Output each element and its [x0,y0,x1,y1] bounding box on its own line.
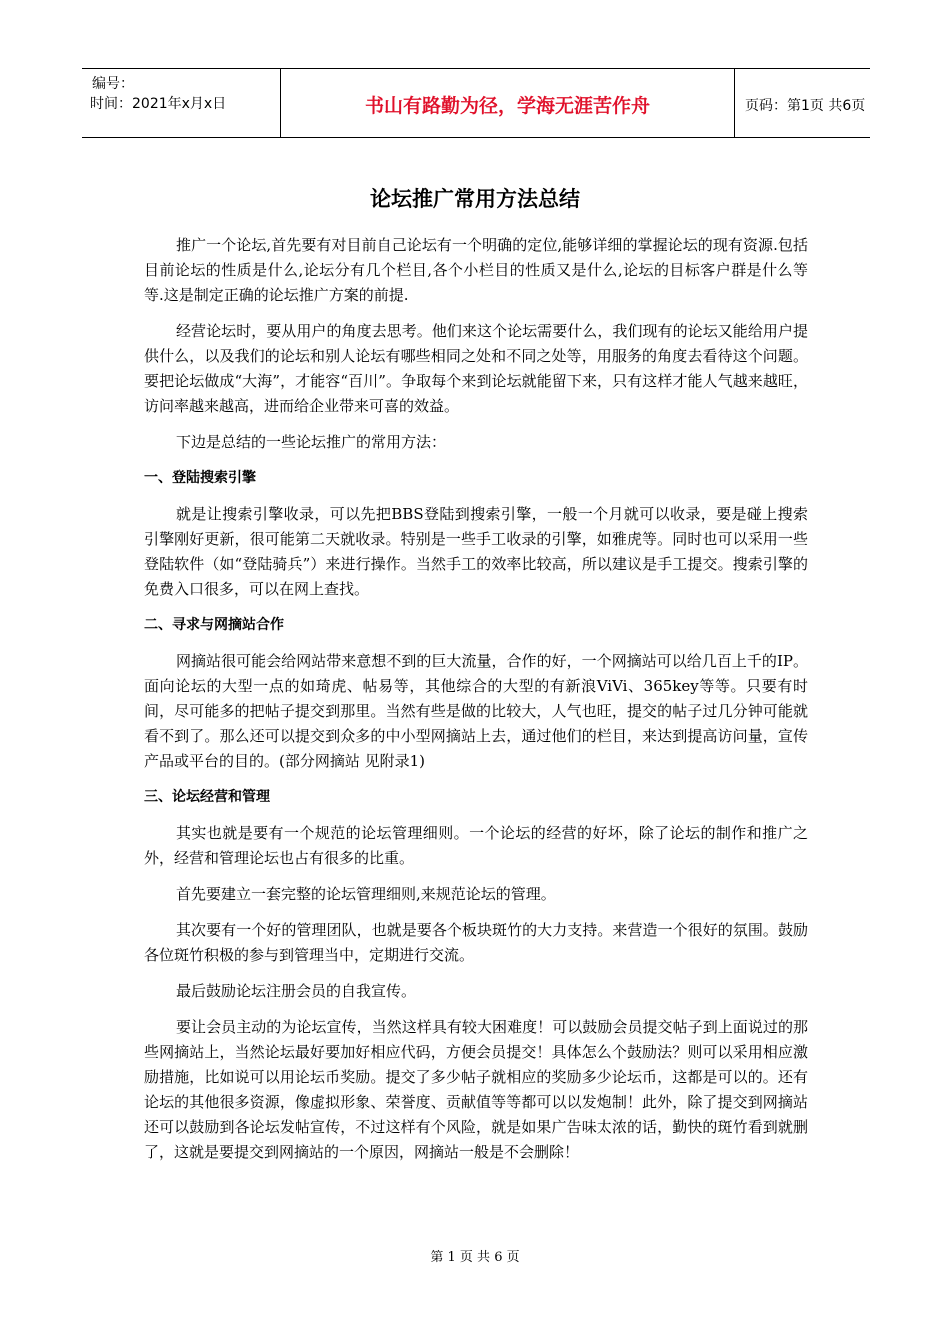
header-table [82,68,870,138]
document-body [144,233,808,1176]
body-paragraph: 就是让搜索引擎收录，可以先把BBS登陆到搜索引擎，一般一个月就可以收录，要是碰上搜索引擎刚好更新，很可能第二天就收录。特别是一些手工收录的引擎，如雅虎等。同时也可以采用一些登陆软件（如“登陆骑兵”）来进行操作。当然手工的效率比较高，所以建议是手工提交。搜索引擎的免费入口很多，可以在网上查找。 [144,505,808,598]
page-footer: 第 1 页 共 6 页 [430,1250,520,1265]
body-paragraph: 其实也就是要有一个规范的论坛管理细则。一个论坛的经营的好坏，除了论坛的制作和推广之外，经营和管理论坛也占有很多的比重。 [144,824,808,867]
body-paragraph: 其次要有一个好的管理团队，也就是要各个板块斑竹的大力支持。来营造一个很好的氛围。鼓励各位斑竹积极的参与到管理当中，定期进行交流。 [144,921,808,964]
body-paragraph: 推广一个论坛,首先要有对目前自己论坛有一个明确的定位,能够详细的掌握论坛的现有资源.包括目前论坛的性质是什么,论坛分有几个栏目,各个小栏目的性质又是什么,论坛的目标客户群是什么等等.这是制定正确的论坛推广方案的前提. [144,236,808,304]
body-paragraph: 下边是总结的一些论坛推广的常用方法： [176,433,447,451]
body-paragraph: 首先要建立一套完整的论坛管理细则,来规范论坛的管理。 [176,885,556,903]
body-paragraph: 最后鼓励论坛注册会员的自我宣传。 [176,982,417,1000]
body-paragraph: 经营论坛时，要从用户的角度去思考。他们来这个论坛需要什么，我们现有的论坛又能给用户提供什么，以及我们的论坛和别人论坛有哪些相同之处和不同之处等，用服务的角度去看待这个问题。要把论坛做成“大海”，才能容“百川”。争取每个来到论坛就能留下来，只有这样才能人气越来越旺，访问率越来越高，进而给企业带来可喜的效益。 [144,322,808,415]
section-heading: 一、登陆搜索引擎 [144,470,256,486]
section-heading: 三、论坛经营和管理 [144,789,270,805]
header-page-label: 页码：第1页 共6页 [745,98,866,114]
section-heading: 二、寻求与网摘站合作 [144,617,284,633]
body-paragraph: 要让会员主动的为论坛宣传，当然这样具有较大困难度！可以鼓励会员提交帖子到上面说过的那些网摘站上，当然论坛最好要加好相应代码，方便会员提交！具体怎么个鼓励法？则可以采用相应激励措施，比如说可以用论坛币奖励。提交了多少帖子就相应的奖励多少论坛币，这都是可以的。还有论坛的其他很多资源，像虚拟形象、荣誉度、贡献值等等都可以以发炮制！此外，除了提交到网摘站还可以鼓励到各论坛发帖宣传，不过这样有个风险，就是如果广告味太浓的话，勤快的斑竹看到就删了，这就是要提交到网摘站的一个原因，网摘站一般是不会删除！ [144,1018,808,1161]
header-motto-cell [281,69,735,137]
header-motto: 书山有路勤为径，学海无涯苦作舟 [364,95,650,117]
body-paragraph: 网摘站很可能会给网站带来意想不到的巨大流量，合作的好，一个网摘站可以给几百上千的IP。面向论坛的大型一点的如琦虎、帖易等，其他综合的大型的有新浪ViVi、365key等等。只要有时间，尽可能多的把帖子提交到那里。当然有些是做的比较大，人气也旺，提交的帖子过几分钟可能就看不到了。那么还可以提交到众多的中小型网摘站上去，通过他们的栏目，来达到提高访问量，宣传产品或平台的目的。(部分网摘站 见附录1) [144,652,808,770]
document-number-label: 编号： [92,76,134,92]
header-page-cell [735,69,870,137]
document-title: 论坛推广常用方法总结 [370,187,580,211]
document-date-label: 时间：2021年x月x日 [90,96,227,112]
header-meta-cell [82,69,281,137]
